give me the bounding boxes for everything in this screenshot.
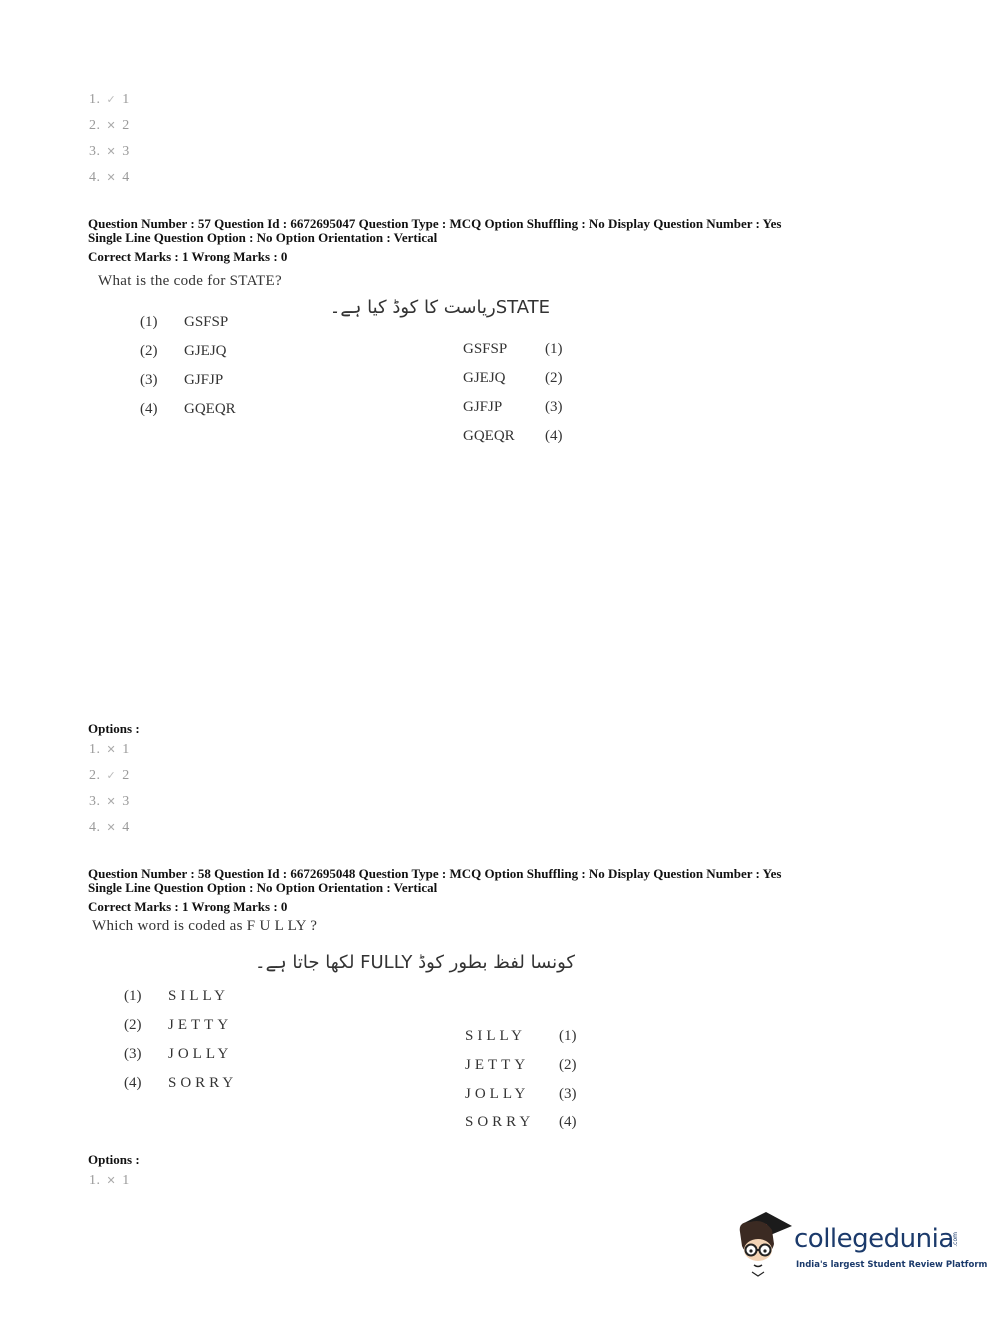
q57-question-text: What is the code for STATE? bbox=[98, 273, 282, 289]
q58-urdu-option-4: SORRY (4) bbox=[465, 1114, 577, 1130]
q57-urdu-question: STATEریاست کا کوڈ کیا ہے۔ bbox=[329, 297, 550, 318]
q57-eng-option-2: (2) GJEJQ bbox=[140, 343, 227, 359]
q58-urdu-question: کونسا لفظ بطور کوڈ FULLY لکھا جاتا ہے۔ bbox=[255, 952, 575, 973]
check-icon: ✓ bbox=[106, 770, 117, 782]
cross-icon: ✕ bbox=[106, 796, 117, 808]
q57-option-4: 4. ✕ 4 bbox=[89, 820, 130, 835]
q58-meta-line2: Single Line Question Option : No Option Orientation : Vertical bbox=[88, 880, 438, 895]
q57-eng-option-3: (3) GJFJP bbox=[140, 372, 224, 388]
cross-icon: ✕ bbox=[106, 744, 117, 756]
prev-option-3: 3. ✕ 3 bbox=[89, 144, 130, 159]
q57-option-3: 3. ✕ 3 bbox=[89, 794, 130, 809]
q58-meta-line1: Question Number : 58 Question Id : 6672695048 Question Type : MCQ Option Shuffling : No Display Question Number : Yes bbox=[88, 866, 782, 881]
q58-eng-option-4: (4) SORRY bbox=[124, 1075, 238, 1091]
cross-icon: ✕ bbox=[106, 172, 117, 184]
collegedunia-logo-suffix: .com bbox=[952, 1232, 959, 1247]
prev-option-1: 1. ✓ 1 bbox=[89, 92, 130, 107]
collegedunia-logo-text: collegedunia bbox=[794, 1224, 954, 1254]
q58-eng-option-3: (3) JOLLY bbox=[124, 1046, 233, 1062]
q57-meta-line1: Question Number : 57 Question Id : 6672695047 Question Type : MCQ Option Shuffling : No Display Question Number : Yes bbox=[88, 216, 782, 231]
q57-urdu-option-3: GJFJP (3) bbox=[463, 399, 563, 415]
q57-option-2: 2. ✓ 2 bbox=[89, 768, 130, 783]
cross-icon: ✕ bbox=[106, 146, 117, 158]
q58-urdu-option-3: JOLLY (3) bbox=[465, 1086, 577, 1102]
q57-option-1: 1. ✕ 1 bbox=[89, 742, 130, 757]
cross-icon: ✕ bbox=[106, 822, 117, 834]
q58-urdu-option-2: JETTY (2) bbox=[465, 1057, 577, 1073]
check-icon: ✓ bbox=[106, 94, 117, 106]
collegedunia-mascot-icon bbox=[734, 1210, 794, 1280]
cross-icon: ✕ bbox=[106, 1175, 117, 1187]
q57-urdu-option-1: GSFSP (1) bbox=[463, 341, 563, 357]
cross-icon: ✕ bbox=[106, 120, 117, 132]
q58-options-label: Options : bbox=[88, 1152, 140, 1167]
collegedunia-tagline: India's largest Student Review Platform bbox=[796, 1260, 988, 1270]
q58-marks: Correct Marks : 1 Wrong Marks : 0 bbox=[88, 899, 288, 914]
q57-eng-option-4: (4) GQEQR bbox=[140, 401, 236, 417]
q57-urdu-option-4: GQEQR (4) bbox=[463, 428, 563, 444]
q58-option-1: 1. ✕ 1 bbox=[89, 1173, 130, 1188]
q57-urdu-option-2: GJEJQ (2) bbox=[463, 370, 563, 386]
prev-option-2: 2. ✕ 2 bbox=[89, 118, 130, 133]
q57-marks: Correct Marks : 1 Wrong Marks : 0 bbox=[88, 249, 288, 264]
q57-options-label: Options : bbox=[88, 721, 140, 736]
q58-question-text: Which word is coded as F U L LY ? bbox=[92, 918, 318, 934]
q58-eng-option-2: (2) JETTY bbox=[124, 1017, 233, 1033]
prev-option-4: 4. ✕ 4 bbox=[89, 170, 130, 185]
q57-meta-line2: Single Line Question Option : No Option Orientation : Vertical bbox=[88, 230, 438, 245]
q58-urdu-option-1: SILLY (1) bbox=[465, 1028, 577, 1044]
q58-eng-option-1: (1) SILLY bbox=[124, 988, 229, 1004]
q57-eng-option-1: (1) GSFSP bbox=[140, 314, 229, 330]
